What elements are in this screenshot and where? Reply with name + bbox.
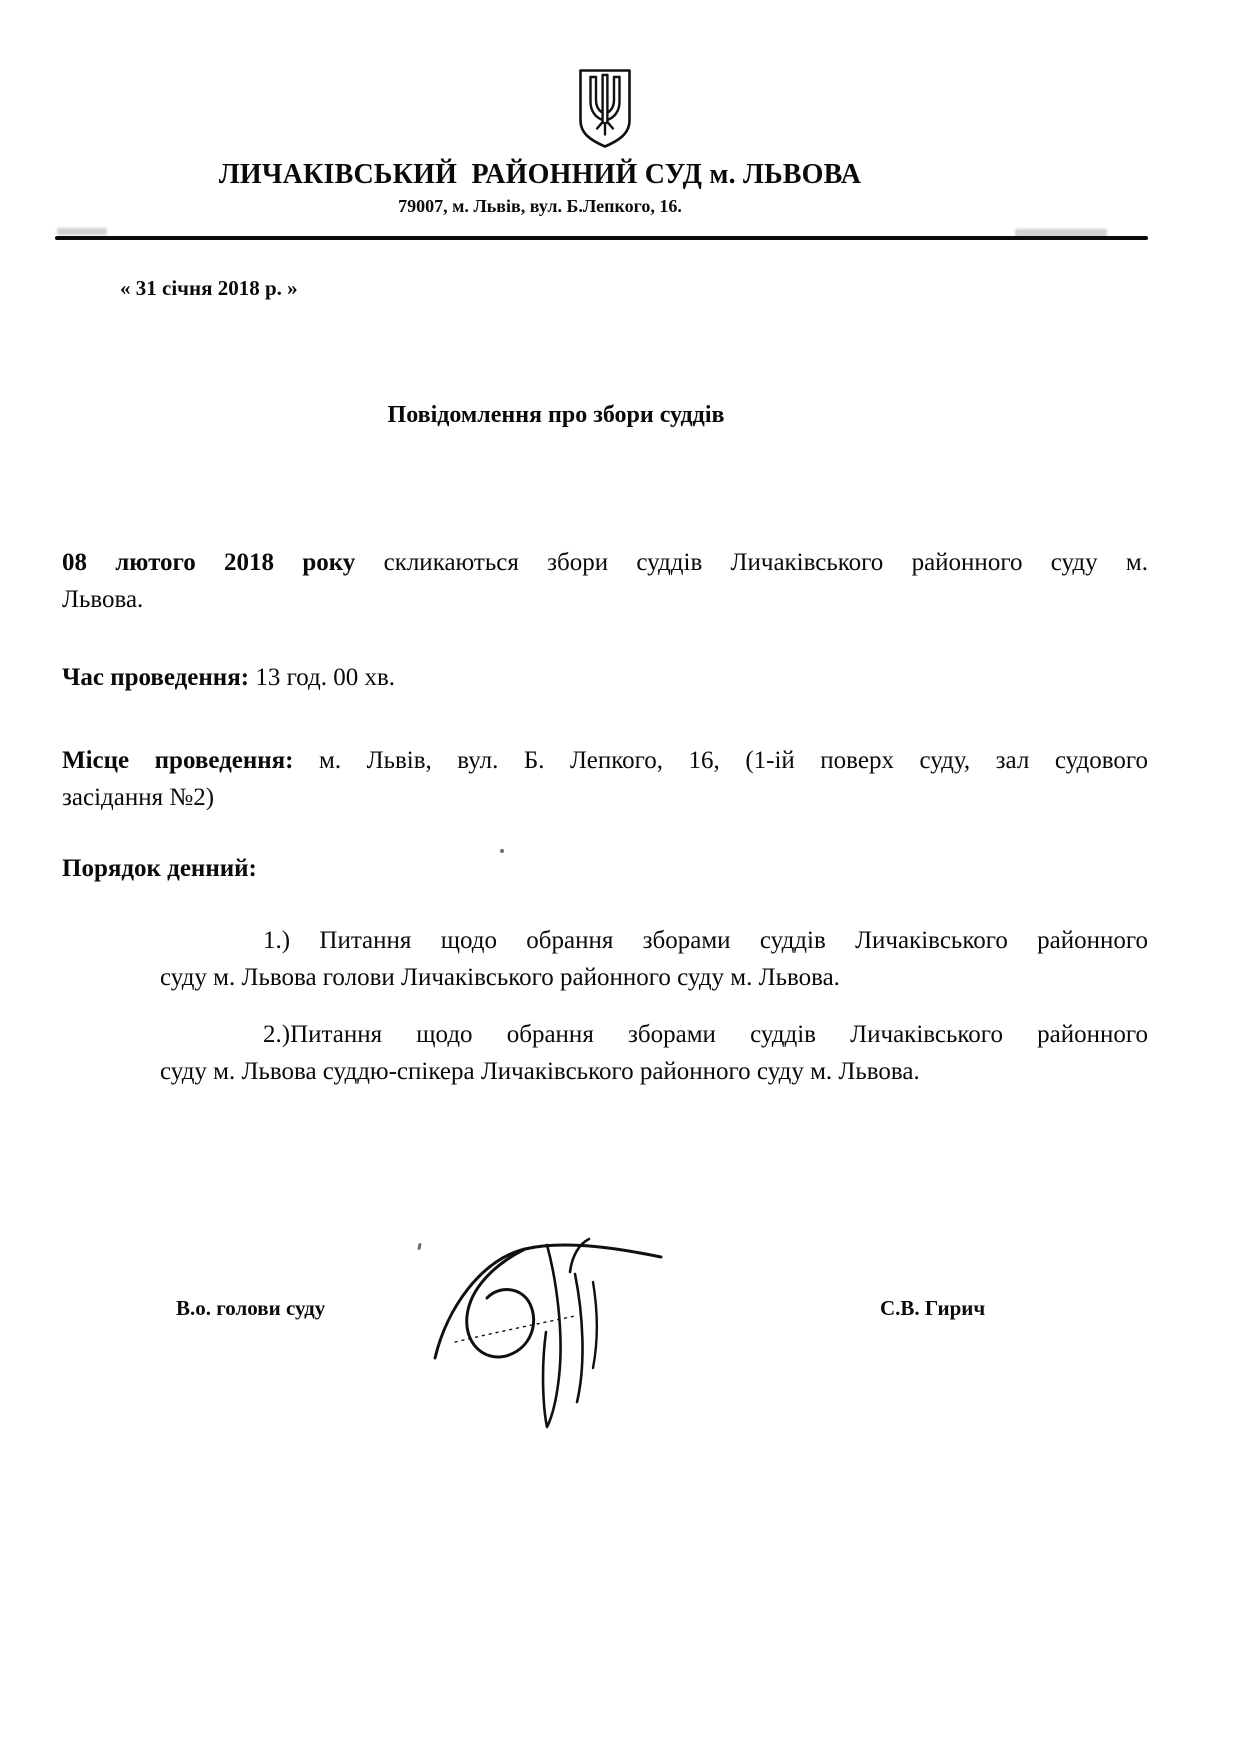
place-label: Місце проведення: [62,747,294,774]
announcement-line-2: Львова. [62,586,144,613]
scan-smudge [57,228,107,235]
agenda-item [160,1016,1148,1090]
announcement-text: скликаються збори суддів Личаківського районного суду м. [383,549,1148,576]
agenda-item [160,922,1148,996]
place-row [62,742,1148,816]
announcement-date-bold: 08 лютого 2018 року [62,549,384,576]
place-line-2: засідання №2) [62,784,215,811]
agenda-item-1-number: 1.) [263,927,320,954]
letterhead-divider-rule [55,236,1148,240]
document-title: Повідомлення про збори суддів [387,402,725,428]
agenda-item-2-line-2: суду м. Львова суддю-спікера Личаківського районного суду м. Львова. [160,1058,920,1085]
scan-speck [500,849,504,853]
time-label: Час проведення: [62,664,250,691]
agenda-item-2-number: 2.) [263,1021,291,1048]
agenda-heading: Порядок денний: [62,855,257,882]
agenda-item-2-text: Питання щодо обрання зборами суддів Личаківського районного [290,1021,1148,1048]
scan-speck [417,1243,421,1250]
agenda-item-1-text: Питання щодо обрання зборами суддів Личаківського районного [319,927,1148,954]
handwritten-signature-icon [425,1236,715,1436]
signatory-role: В.о. голови суду [176,1296,326,1320]
ukraine-trident-emblem-icon [577,68,633,150]
time-row [62,659,1148,696]
place-line-1 [62,742,1148,779]
place-value: м. Львів, вул. Б. Лепкого, 16, (1-ій поверх суду, зал судового [293,747,1148,774]
document-date: « 31 січня 2018 р. » [120,276,298,300]
announcement-paragraph [62,544,1148,618]
court-address: 79007, м. Львів, вул. Б.Лепкого, 16. [398,196,682,216]
announcement-line-1 [62,544,1148,581]
agenda-item-1-line-2: суду м. Львова голови Личаківського районного суду м. Львова. [160,964,840,991]
court-name: ЛИЧАКІВСЬКИЙ РАЙОННИЙ СУД м. ЛЬВОВА [218,159,862,190]
agenda-item-1-line-1 [160,922,1148,959]
signatory-name: С.В. Гирич [880,1296,986,1320]
time-value: 13 год. 00 хв. [249,664,395,691]
letterhead [0,158,1080,218]
agenda-item-2-line-1 [160,1016,1148,1053]
